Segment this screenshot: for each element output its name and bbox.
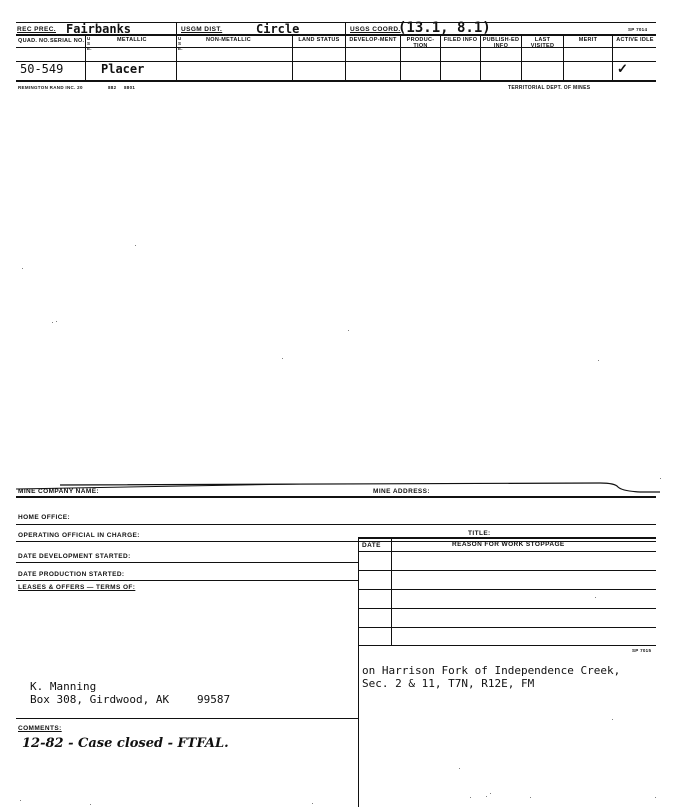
col-active-idle: ACTIVE IDLE [616,37,654,43]
col-merit: MERIT [578,37,598,43]
col-non-metallic: NON-METALLIC [206,37,252,43]
owner-zip: 99587 [197,693,231,706]
usgs-coord-value: (13.1, 8.1) [398,20,491,36]
col-land-status: LAND STATUS [298,37,340,43]
rec-prec-label: REC PREC. [17,26,56,33]
operating-official-label: OPERATING OFFICIAL IN CHARGE: [18,532,140,539]
usgm-dist-label: USGM DIST. [181,26,223,33]
metallic-value: Placer [101,62,145,76]
col-published-info: PUBLISH-ED INFO [482,37,520,49]
col-use-b: U S E. [178,36,183,51]
card-tab-edge [0,475,678,495]
col-production: PRODUC-TION [406,37,435,49]
title-label: TITLE: [468,530,491,537]
comments-label: COMMENTS: [18,725,62,732]
usgm-dist-value: Circle [256,22,300,36]
comment-handwritten: 12-82 - Case closed - FTFAL. [22,736,229,751]
department-label: TERRITORIAL DEPT. OF MINES [508,85,591,91]
printer-code-2: 8801 [124,85,136,90]
printer-label: REMINGTON RAND INC. 20 [18,85,83,90]
owner-name: K. Manning [30,680,97,693]
col-use-a: U S E. [87,36,92,51]
date-development-label: DATE DEVELOPMENT STARTED: [18,553,131,560]
date-production-label: DATE PRODUCTION STARTED: [18,571,125,578]
date-header: DATE [362,542,381,549]
col-filed-info: FILED INFO [443,37,478,43]
col-serial-no: SERIAL NO. [50,38,85,44]
usgs-coord-label: USGS COORD. [350,26,401,33]
back-form-number: SP 7015 [632,648,652,653]
col-quad-no: QUAD. NO. [18,38,50,44]
form-number: SP 7014 [628,27,648,32]
location-line-1: on Harrison Fork of Independence Creek, [362,664,621,677]
home-office-label: HOME OFFICE: [18,514,71,521]
col-last-visited: LAST VISITED [530,37,555,49]
mine-address-label: MINE ADDRESS: [373,488,430,495]
col-metallic: METALLIC [117,37,147,43]
col-development: DEVELOP-MENT [349,37,397,43]
active-idle-check: ✓ [617,62,628,77]
quad-serial-value: 50-549 [20,62,64,76]
owner-address: Box 308, Girdwood, AK [30,693,170,706]
printer-code-1: 882 [108,85,117,90]
reason-header: REASON FOR WORK STOPPAGE [452,541,565,548]
leases-label: LEASES & OFFERS — TERMS OF: [18,584,136,591]
rec-prec-value: Fairbanks [66,22,132,36]
location-line-2: Sec. 2 & 11, T7N, R12E, FM [362,677,535,690]
mine-company-name-label: MINE COMPANY NAME: [18,488,99,495]
